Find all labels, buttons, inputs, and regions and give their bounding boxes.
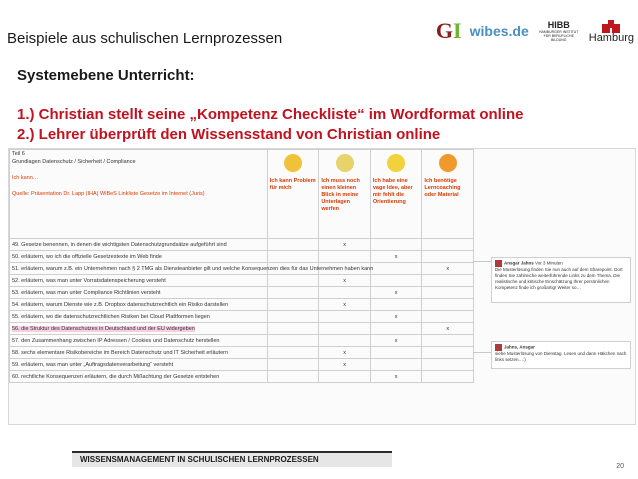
rating-cell[interactable] bbox=[319, 335, 371, 347]
table-row bbox=[10, 251, 474, 263]
rating-cell[interactable] bbox=[267, 335, 319, 347]
table-row bbox=[10, 347, 474, 359]
table-info bbox=[12, 150, 265, 198]
table-row bbox=[10, 287, 474, 299]
row-text: 54. erläutern, warum Dienste wie z.B. Dropbox datenschutzrechtlich ein Risiko darstellen bbox=[12, 301, 229, 308]
column-label: Ich muss noch einen kleinen Blick in meine Unterlagen werfen bbox=[321, 178, 360, 212]
smiley-icon bbox=[284, 154, 302, 172]
rating-cell[interactable]: x bbox=[422, 323, 474, 335]
rating-cell[interactable] bbox=[267, 347, 319, 359]
competency-table bbox=[9, 149, 474, 383]
rating-cell[interactable] bbox=[370, 299, 422, 311]
table-body bbox=[10, 239, 474, 383]
column-header bbox=[319, 150, 371, 239]
row-text-cell bbox=[10, 263, 374, 275]
info-line: Ich kann… bbox=[12, 175, 39, 181]
rating-cell[interactable] bbox=[319, 311, 371, 323]
smiley-icon bbox=[387, 154, 405, 172]
hamburg-logo-text: Hamburg bbox=[588, 31, 634, 44]
checklist-screenshot bbox=[8, 148, 636, 425]
row-text: 52. erläutern, was man unter Vorratsdatenspeicherung versteht bbox=[12, 277, 166, 284]
info-line: Grundlagen Datenschutz / Sicherheit / Compliance bbox=[12, 159, 136, 165]
row-text-cell bbox=[10, 371, 268, 383]
row-text-cell bbox=[10, 299, 268, 311]
step-2: 2.) Lehrer überprüft den Wissensstand von Christian online bbox=[17, 126, 441, 143]
row-text: 58. sechs elementare Risikobereiche im Bereich Datenschutz und IT Sicherheit erläutern bbox=[12, 349, 229, 356]
rating-cell[interactable]: x bbox=[319, 299, 371, 311]
step-1: 1.) Christian stellt seine „Kompetenz Checkliste“ im Wordformat online bbox=[17, 106, 524, 123]
row-text-cell bbox=[10, 287, 268, 299]
rating-cell[interactable]: x bbox=[370, 335, 422, 347]
rating-cell[interactable] bbox=[319, 323, 371, 335]
row-text-cell bbox=[10, 251, 268, 263]
rating-cell[interactable] bbox=[267, 299, 319, 311]
rating-cell[interactable] bbox=[267, 359, 319, 371]
rating-cell[interactable] bbox=[319, 371, 371, 383]
rating-cell[interactable] bbox=[370, 359, 422, 371]
table-row bbox=[10, 275, 474, 287]
rating-cell[interactable] bbox=[267, 311, 319, 323]
rating-cell[interactable]: x bbox=[319, 347, 371, 359]
wibes-logo-text: wibes.de bbox=[469, 23, 529, 39]
rating-cell[interactable] bbox=[267, 323, 319, 335]
rating-cell[interactable]: x bbox=[319, 275, 371, 287]
row-text-cell bbox=[10, 323, 268, 335]
rating-cell[interactable] bbox=[422, 275, 474, 287]
info-line: Teil 6 bbox=[12, 151, 25, 157]
rating-cell[interactable]: x bbox=[422, 263, 474, 275]
table-row bbox=[10, 239, 474, 251]
rating-cell[interactable]: x bbox=[370, 251, 422, 263]
comment-author: Ansgar Jahns bbox=[504, 260, 534, 266]
row-text: 55. erläutern, wo die datenschutzrechtlichen Risiken bei Cloud Plattformen liegen bbox=[12, 313, 210, 320]
rating-cell[interactable] bbox=[422, 239, 474, 251]
rating-cell[interactable] bbox=[267, 371, 319, 383]
table-row bbox=[10, 311, 474, 323]
gi-logo-letter: G bbox=[435, 18, 454, 43]
column-label: Ich kann Problem für mich bbox=[269, 178, 316, 191]
column-header bbox=[370, 150, 422, 239]
table-info-cell bbox=[10, 150, 268, 239]
row-text: 60. rechtliche Konsequenzen erläutern, die durch Mißachtung der Gesetze entstehen bbox=[12, 373, 220, 380]
hamburg-castle-icon bbox=[600, 19, 622, 33]
info-line: Quelle: Präsentation Dr. Lapp (IHA) WiBeS Linkliste Gesetze im Internet (Juris) bbox=[12, 191, 205, 197]
row-text-cell bbox=[10, 347, 268, 359]
rating-cell[interactable] bbox=[267, 287, 319, 299]
rating-cell[interactable] bbox=[422, 287, 474, 299]
rating-cell[interactable] bbox=[370, 347, 422, 359]
hamburg-logo bbox=[589, 19, 634, 44]
table-row bbox=[10, 335, 474, 347]
row-text: 50. erläutern, wo ich die offizielle Gesetzestexte im Web finde bbox=[12, 253, 162, 260]
comment-connector bbox=[474, 261, 491, 262]
rating-cell[interactable] bbox=[267, 239, 319, 251]
rating-cell[interactable] bbox=[422, 359, 474, 371]
hibb-logo-title: HIBB bbox=[547, 19, 570, 30]
gi-logo bbox=[436, 18, 462, 44]
row-text-cell bbox=[10, 311, 268, 323]
avatar bbox=[495, 260, 502, 267]
column-header bbox=[267, 150, 319, 239]
rating-cell[interactable] bbox=[422, 299, 474, 311]
rating-cell[interactable] bbox=[370, 263, 422, 275]
table-row bbox=[10, 323, 474, 335]
table-row bbox=[10, 359, 474, 371]
slide-header bbox=[0, 0, 638, 58]
row-text: 57. den Zusammenhang zwischen IP Adressen / Cookies und Datenschutz herstellen bbox=[12, 337, 220, 344]
slide-title: Beispiele aus schulischen Lernprozessen bbox=[7, 30, 283, 47]
rating-cell[interactable] bbox=[422, 311, 474, 323]
avatar bbox=[495, 344, 502, 351]
page-number: 20 bbox=[616, 463, 624, 470]
column-label: Ich benötige Lerncoaching oder Material bbox=[424, 178, 461, 198]
comment-card bbox=[491, 341, 631, 369]
comment-time: Vor 3 Minuten bbox=[535, 260, 563, 266]
rating-cell[interactable] bbox=[422, 251, 474, 263]
row-text-cell bbox=[10, 335, 268, 347]
rating-cell[interactable] bbox=[370, 323, 422, 335]
table-row bbox=[10, 299, 474, 311]
hibb-logo-subtitle: HAMBURGER INSTITUT FÜR BERUFLICHE BILDUNG bbox=[539, 29, 579, 42]
wibes-logo bbox=[470, 23, 529, 39]
rating-cell[interactable] bbox=[319, 251, 371, 263]
rating-cell[interactable] bbox=[267, 275, 319, 287]
row-text: 56. die Struktur des Datenschutzes in Deutschland und der EU widergeben bbox=[12, 325, 195, 332]
column-label: Ich habe eine vage Idee, aber mir fehlt die Orientierung bbox=[372, 178, 413, 205]
comment-author: Jahns, Ansgar bbox=[504, 344, 535, 350]
rating-cell[interactable]: x bbox=[370, 287, 422, 299]
comment-card bbox=[491, 257, 631, 303]
row-text: 49. Gesetze benennen, in denen die wichtigsten Datenschutzgrundsätze aufgeführt sind bbox=[12, 241, 227, 248]
rating-cell[interactable] bbox=[319, 287, 371, 299]
smiley-icon bbox=[439, 154, 457, 172]
comment-text: siehe Musterlösung von Dienstag. Lesen und dann Häkchen nach links setzen…:) bbox=[495, 351, 627, 362]
row-text: 51. erläutern, warum z.B. ein Unternehmen nach § 2 TMG als Diensteanbieter gilt und welche Konsequenzen dies für das Unternehmen haben kann bbox=[12, 265, 374, 272]
logo-bar bbox=[436, 18, 634, 44]
rating-cell[interactable] bbox=[422, 371, 474, 383]
info-line bbox=[12, 182, 265, 190]
table-row bbox=[10, 263, 474, 275]
row-text: 59. erläutern, was man unter „Auftragsdatenverarbeitung“ versteht bbox=[12, 361, 174, 368]
rating-cell[interactable] bbox=[422, 335, 474, 347]
rating-cell[interactable]: x bbox=[370, 371, 422, 383]
rating-cell[interactable]: x bbox=[370, 311, 422, 323]
hibb-logo bbox=[537, 21, 581, 42]
rating-cell[interactable]: x bbox=[319, 239, 371, 251]
info-line bbox=[12, 166, 265, 174]
step-list bbox=[17, 105, 523, 145]
column-header bbox=[422, 150, 474, 239]
rating-cell[interactable] bbox=[267, 251, 319, 263]
table-header-row bbox=[10, 150, 474, 239]
comment-connector bbox=[474, 352, 491, 353]
rating-cell[interactable] bbox=[422, 347, 474, 359]
rating-cell[interactable] bbox=[370, 239, 422, 251]
row-text-cell bbox=[10, 239, 268, 251]
smiley-icon bbox=[336, 154, 354, 172]
section-heading: Systemebene Unterricht: bbox=[17, 67, 195, 84]
row-text-cell bbox=[10, 359, 268, 371]
rating-cell[interactable]: x bbox=[319, 359, 371, 371]
row-text-cell bbox=[10, 275, 268, 287]
rating-cell[interactable] bbox=[370, 275, 422, 287]
footer-label: WISSENSMANAGEMENT IN SCHULISCHEN LERNPROZESSEN bbox=[72, 451, 392, 467]
gi-logo-suffix: I bbox=[453, 18, 462, 43]
row-text: 53. erläutern, was man unter Compliance Richtlinien versteht bbox=[12, 289, 161, 296]
comment-text: Die Musterlösung finden Sie nun auch auf dem Sharepoint. Dort finden Sie zahlreiche weiterführende Links zu dem Thema. Die realistische und kritische Einschätzung Ihrer persönlichen Kompetenz finde ich großartig! Weiter so… bbox=[495, 267, 623, 290]
table-row bbox=[10, 371, 474, 383]
